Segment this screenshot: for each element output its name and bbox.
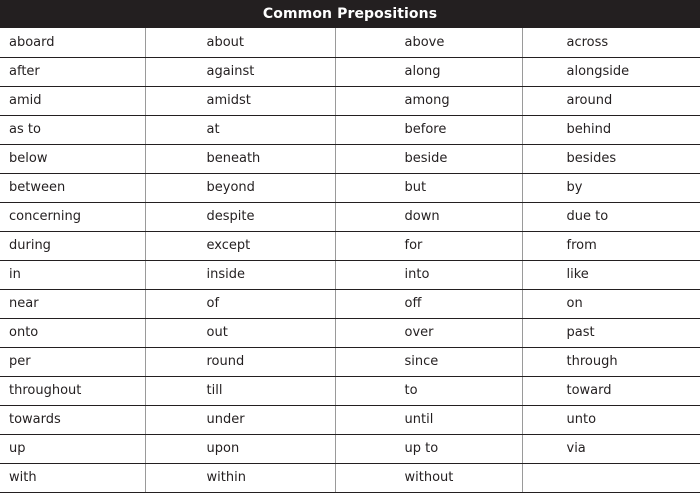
table-row (0, 173, 700, 202)
preposition-cell: unto (522, 405, 700, 434)
preposition-cell: before (335, 115, 522, 144)
table-row (0, 115, 700, 144)
preposition-cell: between (0, 173, 145, 202)
preposition-cell: above (335, 28, 522, 57)
preposition-cell: since (335, 347, 522, 376)
preposition-cell: in (0, 260, 145, 289)
preposition-cell: below (0, 144, 145, 173)
table-title: Common Prepositions (0, 0, 700, 28)
preposition-cell: across (522, 28, 700, 57)
preposition-cell: over (335, 318, 522, 347)
prepositions-table-body (0, 28, 700, 492)
table-row (0, 86, 700, 115)
table-row (0, 260, 700, 289)
table-row (0, 434, 700, 463)
table-row (0, 463, 700, 492)
preposition-cell: amidst (145, 86, 335, 115)
preposition-cell: along (335, 57, 522, 86)
preposition-cell: by (522, 173, 700, 202)
preposition-cell: out (145, 318, 335, 347)
preposition-cell: inside (145, 260, 335, 289)
preposition-cell: through (522, 347, 700, 376)
preposition-cell: around (522, 86, 700, 115)
preposition-cell: beneath (145, 144, 335, 173)
preposition-cell (522, 463, 700, 492)
preposition-cell: besides (522, 144, 700, 173)
preposition-cell: on (522, 289, 700, 318)
preposition-cell: for (335, 231, 522, 260)
table-row (0, 57, 700, 86)
preposition-cell: till (145, 376, 335, 405)
preposition-cell: except (145, 231, 335, 260)
preposition-cell: past (522, 318, 700, 347)
table-row (0, 202, 700, 231)
preposition-cell: as to (0, 115, 145, 144)
preposition-cell: aboard (0, 28, 145, 57)
table-row (0, 28, 700, 57)
table-row (0, 231, 700, 260)
preposition-cell: after (0, 57, 145, 86)
preposition-cell: about (145, 28, 335, 57)
preposition-cell: per (0, 347, 145, 376)
table-row (0, 376, 700, 405)
preposition-cell: via (522, 434, 700, 463)
table-row (0, 144, 700, 173)
preposition-cell: without (335, 463, 522, 492)
preposition-cell: up to (335, 434, 522, 463)
preposition-cell: beside (335, 144, 522, 173)
preposition-cell: upon (145, 434, 335, 463)
preposition-cell: against (145, 57, 335, 86)
preposition-cell: but (335, 173, 522, 202)
preposition-cell: round (145, 347, 335, 376)
preposition-cell: alongside (522, 57, 700, 86)
table-row (0, 318, 700, 347)
preposition-cell: despite (145, 202, 335, 231)
table-row (0, 405, 700, 434)
preposition-cell: onto (0, 318, 145, 347)
preposition-cell: throughout (0, 376, 145, 405)
preposition-cell: under (145, 405, 335, 434)
preposition-cell: until (335, 405, 522, 434)
preposition-cell: towards (0, 405, 145, 434)
prepositions-table (0, 28, 700, 493)
preposition-cell: down (335, 202, 522, 231)
preposition-cell: concerning (0, 202, 145, 231)
preposition-cell: within (145, 463, 335, 492)
preposition-cell: during (0, 231, 145, 260)
preposition-cell: toward (522, 376, 700, 405)
preposition-cell: from (522, 231, 700, 260)
preposition-cell: up (0, 434, 145, 463)
preposition-cell: into (335, 260, 522, 289)
preposition-cell: with (0, 463, 145, 492)
preposition-cell: to (335, 376, 522, 405)
preposition-cell: off (335, 289, 522, 318)
preposition-cell: among (335, 86, 522, 115)
preposition-cell: like (522, 260, 700, 289)
table-row (0, 347, 700, 376)
preposition-cell: beyond (145, 173, 335, 202)
preposition-cell: due to (522, 202, 700, 231)
preposition-cell: of (145, 289, 335, 318)
table-row (0, 289, 700, 318)
preposition-cell: amid (0, 86, 145, 115)
preposition-cell: near (0, 289, 145, 318)
preposition-cell: at (145, 115, 335, 144)
preposition-cell: behind (522, 115, 700, 144)
